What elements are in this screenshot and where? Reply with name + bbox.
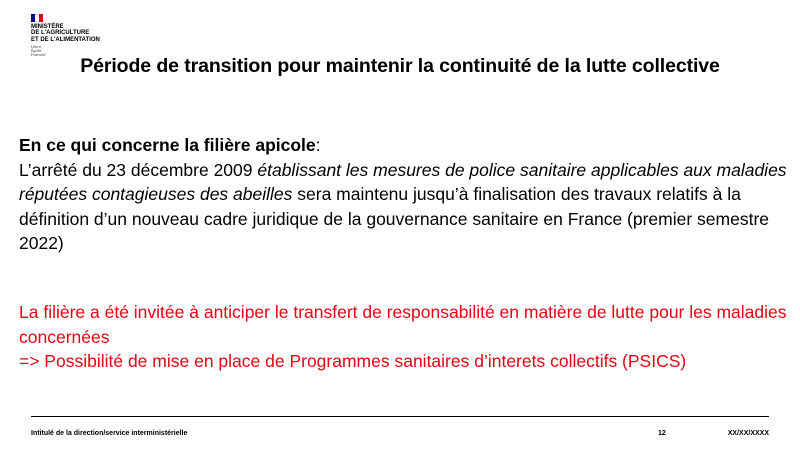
logo-line-2: DE L'AGRICULTURE bbox=[31, 30, 90, 37]
paragraph-end: sera maintenu jusqu’à finalisation des travaux relatifs à la définition d’un nouveau cadre juridique de la gouvernance sanitaire en France (premier semestre 2022) bbox=[19, 184, 770, 253]
apicole-section bbox=[19, 133, 789, 256]
footer-date: XX/XX/XXXX bbox=[727, 430, 769, 437]
footer-divider bbox=[31, 416, 769, 417]
section-heading-colon: : bbox=[315, 135, 321, 155]
slide-title: Période de transition pour maintenir la continuité de la lutte collective bbox=[80, 55, 720, 77]
logo-line-3: ET DE L'ALIMENTATION bbox=[31, 36, 100, 43]
french-flag-icon bbox=[31, 14, 43, 22]
section-heading: En ce qui concerne la filière apicole bbox=[19, 135, 316, 155]
paragraph-italic-title: établissant les mesures de police sanitaire applicables aux maladies réputées contagieuses des abeilles bbox=[19, 159, 787, 204]
highlight-section bbox=[19, 300, 789, 374]
motto-liberte: Liberté bbox=[31, 44, 42, 49]
motto-egalite: Égalité bbox=[31, 49, 42, 54]
ministry-logo bbox=[31, 14, 121, 58]
logo-line-1: MINISTÈRE bbox=[31, 24, 64, 30]
motto-fraternite: Fraternité bbox=[31, 53, 46, 58]
section-paragraph bbox=[19, 158, 789, 256]
section-heading-line bbox=[19, 133, 789, 158]
footer-direction: Intitulé de la direction/service interministérielle bbox=[31, 430, 188, 437]
highlight-line-2: => Possibilité de mise en place de Programmes sanitaires d’interets collectifs (PSICS) bbox=[19, 351, 687, 371]
highlight-line-1: La filière a été invitée à anticiper le transfert de responsabilité en matière de lutte pour les maladies concernées bbox=[19, 302, 787, 347]
footer-page-number: 12 bbox=[658, 430, 666, 437]
paragraph-start: L’arrêté du 23 décembre 2009 bbox=[19, 159, 258, 180]
